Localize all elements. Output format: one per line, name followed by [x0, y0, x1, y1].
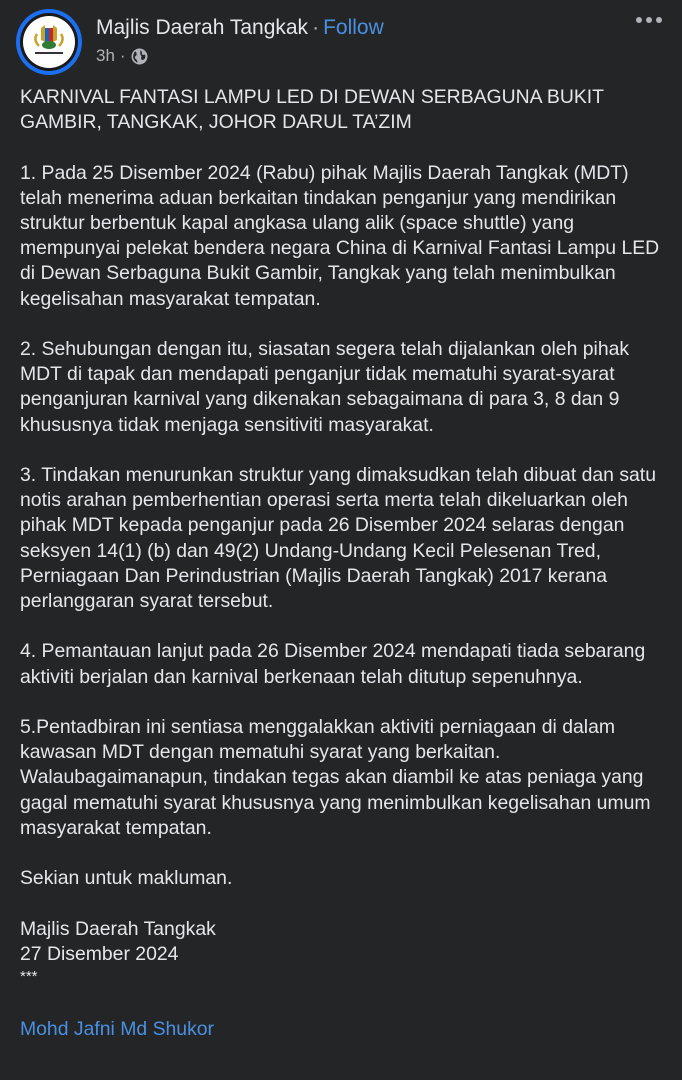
- paragraph-3: 3. Tindakan menurunkan struktur yang dimaksudkan telah dibuat dan satu notis arahan pemberhentian operasi serta merta telah dikeluarkan oleh pihak MDT kepada penganjur pada 26 Disember 2024 selaras dengan seksyen 14(1) (b) dan 49(2) Undang-Undang Kecil Pelesenan Tred, Perniagaan Dan Perindustrian (Majlis Daerah Tangkak) 2017 kerana perlanggaran syarat tersebut.: [20, 464, 656, 613]
- more-dot-icon: [656, 17, 662, 23]
- more-options-button[interactable]: [636, 17, 662, 23]
- post-header: [0, 0, 682, 80]
- paragraph-5: 5.Pentadbiran ini sentiasa menggalakkan aktiviti perniagaan di dalam kawasan MDT dengan mematuhi syarat yang berkaitan. Walaubagaimanapun, tindakan tegas akan diambil ke atas peniaga yang gagal mematuhi syarat khususnya yang menimbulkan kegelisahan umum masyarakat tempatan.: [20, 716, 651, 839]
- avatar-ring: [20, 13, 78, 71]
- crest-icon: [29, 24, 69, 60]
- post-timestamp[interactable]: 3h: [96, 46, 115, 65]
- page-avatar[interactable]: [16, 9, 82, 75]
- signature-date: 27 Disember 2024: [20, 942, 179, 965]
- post-body: [20, 85, 670, 1042]
- tagged-person-link[interactable]: Mohd Jafni Md Shukor: [20, 1018, 215, 1040]
- signature-name: Majlis Daerah Tangkak: [20, 917, 216, 940]
- separator-dot: ·: [312, 16, 320, 39]
- page-name-row: [96, 14, 384, 42]
- meta-separator: ·: [119, 46, 126, 65]
- post-title: KARNIVAL FANTASI LAMPU LED DI DEWAN SERBAGUNA BUKIT GAMBIR, TANGKAK, JOHOR DARUL TA’ZIM: [20, 86, 604, 134]
- page-name-link[interactable]: Majlis Daerah Tangkak: [96, 16, 309, 39]
- paragraph-1: 1. Pada 25 Disember 2024 (Rabu) pihak Majlis Daerah Tangkak (MDT) telah menerima aduan berkaitan tindakan penganjur yang mendirikan struktur berbentuk kapal angkasa ulang alik (space shuttle) yang mempunyai pelekat bendera negara China di Karnival Fantasi Lampu LED di Dewan Serbaguna Bukit Gambir, Tangkak yang telah menimbulkan kegelisahan masyarakat tempatan.: [20, 161, 660, 310]
- globe-icon[interactable]: [131, 48, 148, 65]
- more-dot-icon: [636, 17, 642, 23]
- stars-separator: ***: [20, 968, 38, 985]
- more-dot-icon: [646, 17, 652, 23]
- closing-line: Sekian untuk makluman.: [20, 867, 233, 890]
- paragraph-2: 2. Sehubungan dengan itu, siasatan segera telah dijalankan oleh pihak MDT di tapak dan mendapati penganjur tidak mematuhi syarat-syarat penganjuran karnival yang dikenakan sebagaimana di para 3, 8 dan 9 khususnya tidak menjaga sensitiviti masyarakat.: [20, 338, 630, 436]
- council-crest-logo: [23, 16, 75, 68]
- post-meta: [96, 46, 148, 66]
- paragraph-4: 4. Pemantauan lanjut pada 26 Disember 2024 mendapati tiada sebarang aktiviti berjalan dan karnival berkenaan telah ditutup sepenuhnya.: [20, 640, 646, 688]
- follow-button[interactable]: Follow: [323, 16, 384, 39]
